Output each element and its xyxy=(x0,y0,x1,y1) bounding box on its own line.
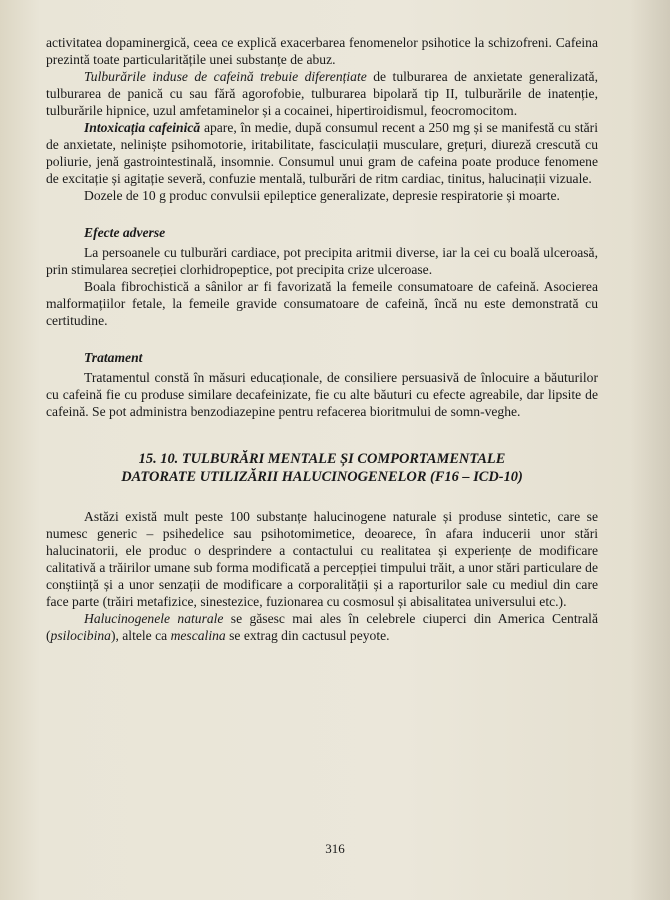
hallucinogens-text: Astăzi există mult peste 100 substanțe halucinogene naturale și produse sintetic, care se numesc generic – psihedelice sau psihotomimetice, deoarece, în afara inducerii unor stări halucinatorii, ele produc o desprindere a contactului cu realitatea și experiențe de modificare calitativă a trăirilor umane sub forma modificată a percepției timpului trăit, a unor stări particulare de conștiință și a unor senzații de modificare a corporalității și a raporturilor sale cu mediul din care face parte (trăiri metafizice, sinestezice, fuzionarea cu cosmosul și abisalitatea universului etc.). xyxy=(46,509,598,609)
intoxication-lead: Intoxicația cafeinică xyxy=(84,120,201,135)
treatment-text: Tratamentul constă în măsuri educaționale, de consiliere persuasivă de înlocuire a băuturilor cu cafeină fie cu produse similare decafeinizate, fie cu alte băuturi cu efecte agreabile, dar lipsite de cafeină. Se pot administra benzodiazepine pentru refacerea bioritmului de somn-veghe. xyxy=(46,370,598,419)
differential-text: de tulburarea de anxietate generalizată, tulburarea de panică cu sau fără agorofobie, tulburarea bipolară tip II, tulburările de inatenție, tulburările hipnice, uzul amfetaminelor și a cocainei, hipertiroidismul, feocromocitom. xyxy=(46,69,598,118)
paragraph-adverse-fibrocystic xyxy=(46,278,598,329)
adverse-cardiac-text: La persoanele cu tulburări cardiace, pot precipita aritmii diverse, iar la cei cu boală ulceroasă, prin stimularea secreției clorhidropeptice, pot precipita crize ulceroase. xyxy=(46,245,598,277)
paragraph-dopaminergic xyxy=(46,34,598,68)
paragraph-intoxication xyxy=(46,119,598,187)
paragraph-adverse-cardiac xyxy=(46,244,598,278)
page-number: 316 xyxy=(325,841,345,856)
differential-lead: Tulburările induse de cafeină trebuie diferențiate xyxy=(84,69,367,84)
chapter-title-line-2: DATORATE UTILIZĂRII HALUCINOGENELOR (F16 – ICD-10) xyxy=(121,469,523,485)
spacer xyxy=(46,329,598,349)
paragraph-doses xyxy=(46,187,598,204)
section-heading-adverse: Efecte adverse xyxy=(84,225,166,240)
paragraph-hallucinogens xyxy=(46,508,598,610)
paragraph-differential xyxy=(46,68,598,119)
chapter-title-line-1: 15. 10. TULBURĂRI MENTALE ȘI COMPORTAMENTALE xyxy=(138,451,506,467)
intoxication-text: apare, în medie, după consumul recent a 250 mg și se manifestă cu stări de anxietate, neliniște psihomotorie, iritabilitate, fasciculații musculare, grețuri, diureză crescută cu poliurie, jenă gastrointestinală, insomnie. Consumul unui gram de cafeina poate produce fenomene de excitație și agitație severă, confuzie mentală, tulburări de ritm cardiac, tinitus, halucinații vizuale. xyxy=(46,120,598,186)
natural-hallucinogens-text-c: se extrag din cactusul peyote. xyxy=(225,628,390,643)
paragraph-treatment xyxy=(46,369,598,420)
paragraph-natural-hallucinogens xyxy=(46,610,598,644)
paragraph-dopaminergic-text: activitatea dopaminergică, ceea ce explică exacerbarea fenomenelor psihotice la schizofreni. Cafeina prezintă toate particularitățile unei substanțe de abuz. xyxy=(46,35,598,67)
spacer xyxy=(46,486,598,508)
natural-hallucinogens-text-a: se găsesc mai ales în celebrele ciuperci din America Centrală ( xyxy=(46,611,598,643)
mescaline-term: mescalina xyxy=(170,628,226,643)
doses-text: Dozele de 10 g produc convulsii epileptice generalizate, depresie respiratorie și moarte. xyxy=(84,188,560,203)
natural-hallucinogens-lead: Halucinogenele naturale xyxy=(84,611,224,626)
spacer xyxy=(46,420,598,450)
page-edge-shadow xyxy=(630,0,670,900)
section-heading-treatment: Tratament xyxy=(84,350,143,365)
psilocybin-term: psilocibina xyxy=(50,628,111,643)
adverse-fibrocystic-text: Boala fibrochistică a sânilor ar fi favorizată la femeile consumatoare de cafeină. Asocierea malformațiilor fetale, la femeile gravide consumatoare de cafeină, încă nu este demonstrată cu certitudine. xyxy=(46,279,598,328)
natural-hallucinogens-text-b: ), altele ca xyxy=(110,628,171,643)
page-text xyxy=(46,34,598,644)
spacer xyxy=(46,204,598,224)
